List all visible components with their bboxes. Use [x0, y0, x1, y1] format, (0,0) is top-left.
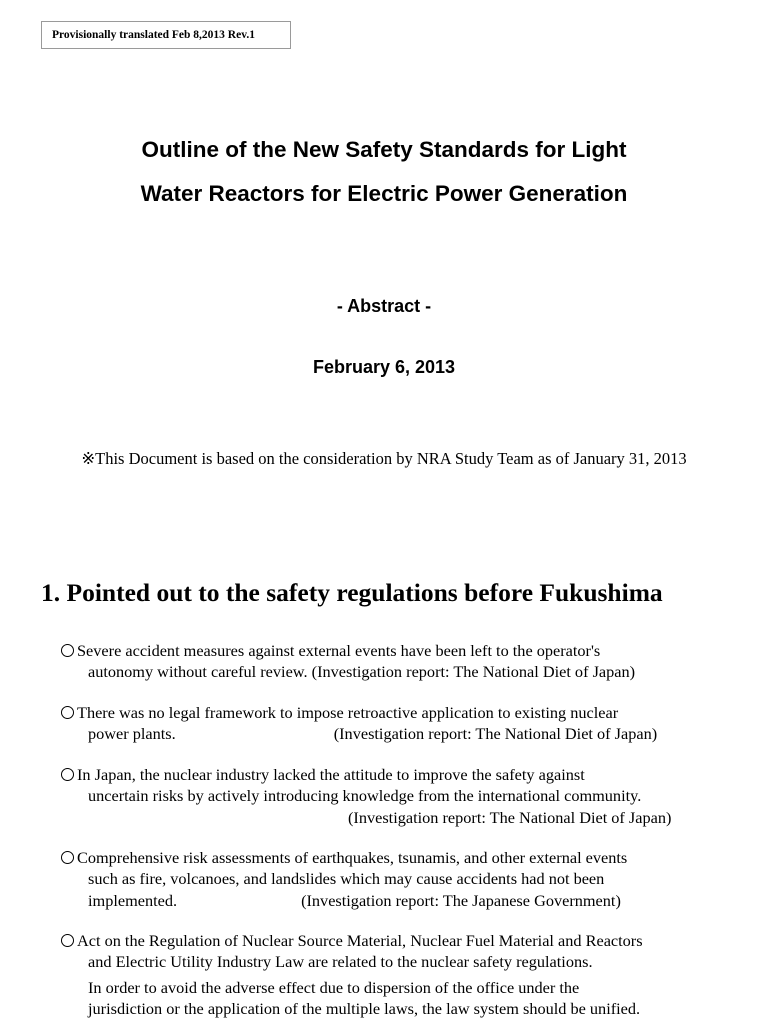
bullet-item	[60, 640, 635, 683]
bullet-line: Comprehensive risk assessments of earthquakes, tsunamis, and other external events	[77, 848, 628, 867]
circle-bullet-icon	[61, 768, 74, 781]
bullet-line: In Japan, the nuclear industry lacked the attitude to improve the safety against	[77, 765, 585, 784]
bullet-source: (Investigation report: The National Diet of Japan)	[333, 724, 658, 744]
bullet-line: Act on the Regulation of Nuclear Source Material, Nuclear Fuel Material and Reactors	[77, 931, 643, 950]
section-heading: 1. Pointed out to the safety regulations before Fukushima	[41, 578, 663, 607]
bullet-line: autonomy without careful review. (Investigation report: The National Diet of Japan)	[88, 662, 636, 682]
bullet-line	[60, 890, 627, 911]
title-line-1: Outline of the New Safety Standards for Light	[141, 137, 627, 162]
circle-bullet-icon	[61, 644, 74, 657]
document-title	[0, 128, 768, 216]
document-date: February 6, 2013	[312, 357, 456, 377]
bullet-line	[60, 723, 657, 744]
bullet-item	[60, 702, 657, 745]
basis-note: ※This Document is based on the consideration by NRA Study Team as of January 31, 2013	[81, 449, 687, 468]
bullet-item	[60, 764, 671, 828]
translation-stamp: Provisionally translated Feb 8,2013 Rev.1	[41, 21, 291, 49]
bullet-source: (Investigation report: The Japanese Government)	[301, 890, 621, 910]
bullet-line: jurisdiction or the application of the multiple laws, the law system should be unified.	[88, 998, 641, 1018]
bullet-line: and Electric Utility Industry Law are related to the nuclear safety regulations.	[88, 952, 593, 972]
bullet-text: implemented.	[88, 890, 178, 910]
circle-bullet-icon	[61, 706, 74, 719]
abstract-label: - Abstract -	[336, 296, 432, 316]
bullet-line: Severe accident measures against external events have been left to the operator's	[77, 641, 601, 660]
bullet-item	[60, 930, 643, 1019]
bullet-text: power plants.	[88, 724, 176, 744]
bullet-source: (Investigation report: The National Diet of Japan)	[348, 807, 672, 827]
circle-bullet-icon	[61, 851, 74, 864]
circle-bullet-icon	[61, 934, 74, 947]
bullet-line: There was no legal framework to impose retroactive application to existing nuclear	[77, 703, 619, 722]
bullet-line: such as fire, volcanoes, and landslides which may cause accidents had not been	[88, 869, 605, 889]
bullet-line: In order to avoid the adverse effect due to dispersion of the office under the	[88, 977, 580, 997]
bullet-line: uncertain risks by actively introducing knowledge from the international community.	[88, 786, 642, 806]
bullet-item	[60, 847, 627, 911]
title-line-2: Water Reactors for Electric Power Generation	[140, 181, 628, 206]
